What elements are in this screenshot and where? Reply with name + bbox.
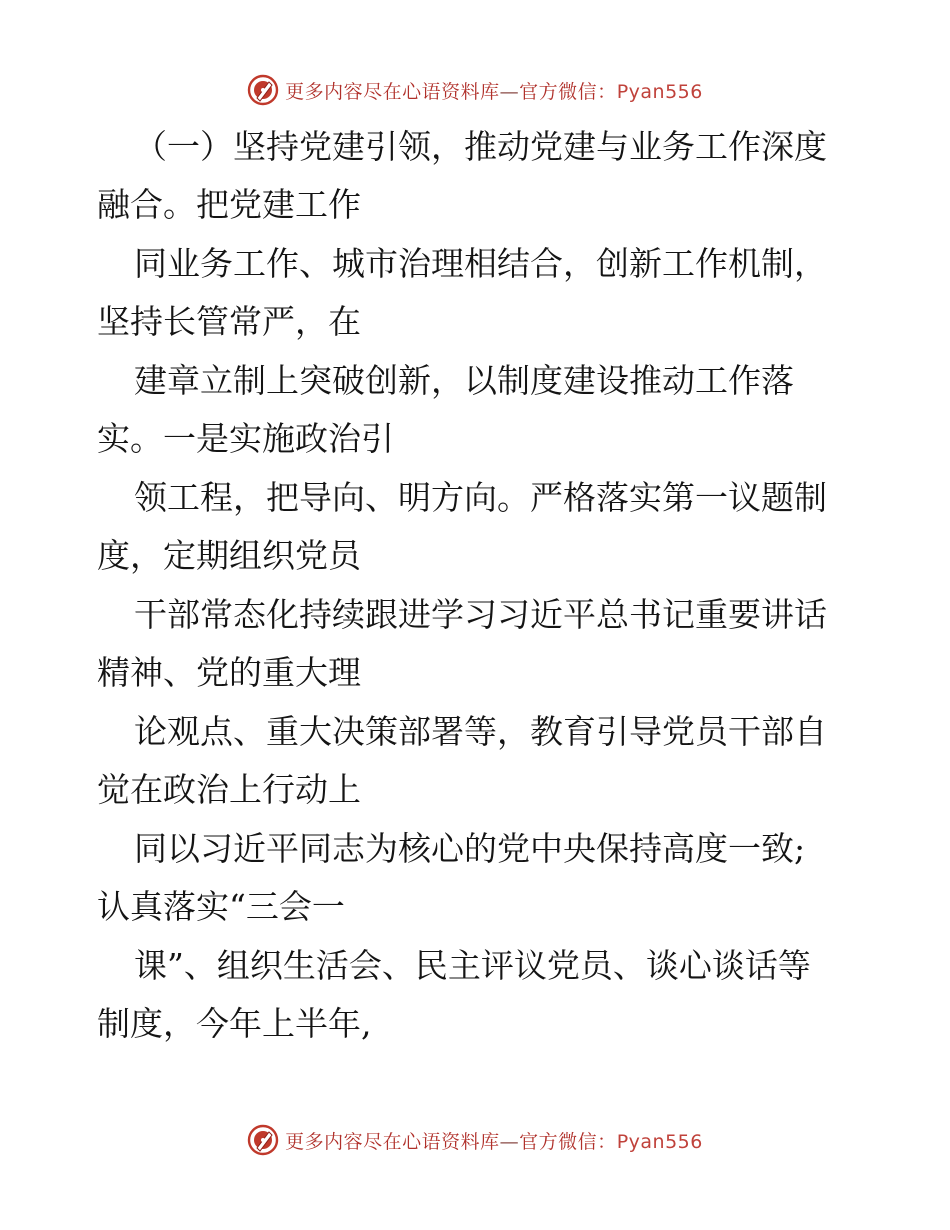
body-line: 坚持长管常严，在 xyxy=(97,302,361,341)
body-line: 同以习近平同志为核心的党中央保持高度一致; xyxy=(134,829,806,868)
footer-separator: — xyxy=(499,1130,520,1153)
pen-nib-logo-icon xyxy=(247,74,279,106)
body-line: 干部常态化持续跟进学习习近平总书记重要讲话 xyxy=(134,595,827,634)
body-line: 度，定期组织党员 xyxy=(97,536,361,575)
footer-wechat-id: Pyan556 xyxy=(616,1130,703,1153)
header-wechat-label: 官方微信： xyxy=(519,80,617,103)
pen-nib-logo-icon xyxy=(247,1124,279,1156)
header-banner-text xyxy=(285,77,703,104)
header-watermark-banner xyxy=(0,70,950,110)
header-separator: — xyxy=(499,80,520,103)
body-line: 领工程，把导向、明方向。严格落实第一议题制 xyxy=(134,478,827,517)
footer-banner-text xyxy=(285,1127,703,1154)
body-line: 融合。把党建工作 xyxy=(97,185,361,224)
footer-wechat-label: 官方微信： xyxy=(519,1130,617,1153)
body-line: 制度，今年上半年, xyxy=(97,1004,372,1043)
body-line: （一）坚持党建引领，推动党建与业务工作深度 xyxy=(134,127,827,166)
body-line: 认真落实“三会一 xyxy=(97,887,345,926)
body-line: 论观点、重大决策部署等，教育引导党员干部自 xyxy=(134,712,827,751)
body-line: 同业务工作、城市治理相结合，创新工作机制， xyxy=(134,244,827,283)
header-wechat-id: Pyan556 xyxy=(616,80,703,103)
body-line: 实。一是实施政治引 xyxy=(97,419,394,458)
body-line: 课”、组织生活会、民主评议党员、谈心谈话等 xyxy=(134,946,811,985)
header-brand-text: 更多内容尽在心语资料库 xyxy=(285,80,500,103)
body-line: 精神、党的重大理 xyxy=(97,653,361,692)
body-line: 觉在政治上行动上 xyxy=(97,770,361,809)
footer-brand-text: 更多内容尽在心语资料库 xyxy=(285,1130,500,1153)
footer-watermark-banner xyxy=(0,1120,950,1160)
body-line: 建章立制上突破创新，以制度建设推动工作落 xyxy=(134,361,794,400)
